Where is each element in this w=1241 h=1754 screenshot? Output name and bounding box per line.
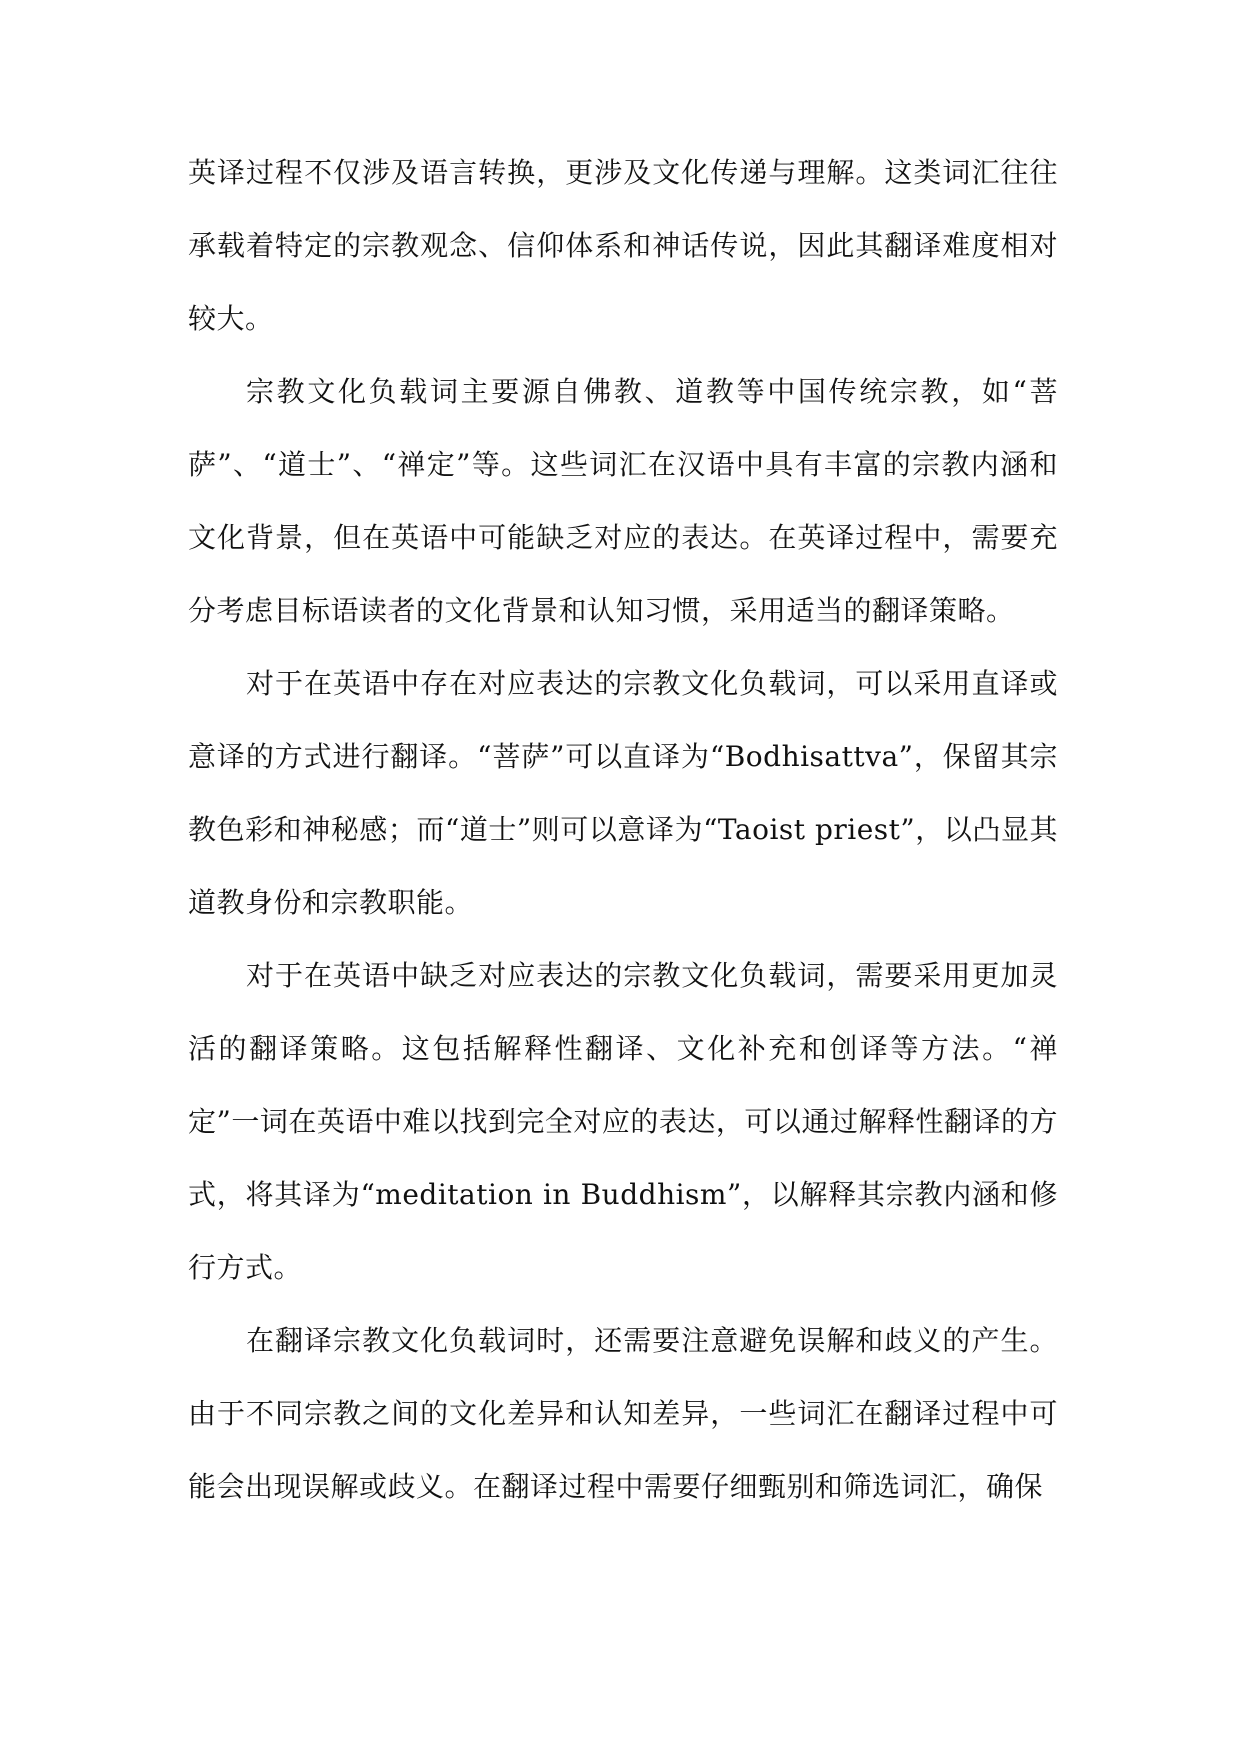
document-page — [188, 136, 1058, 1523]
paragraph-5: 在翻译宗教文化负载词时，还需要注意避免误解和歧义的产生。由于不同宗教之间的文化差异和认知差异，一些词汇在翻译过程中可能会出现误解或歧义。在翻译过程中需要仔细甄别和筛选词汇，确保 — [188, 1324, 1058, 1503]
paragraph-3: 对于在英语中存在对应表达的宗教文化负载词，可以采用直译或意译的方式进行翻译。“菩萨”可以直译为“Bodhisattva”，保留其宗教色彩和神秘感；而“道士”则可以意译为“Taoist priest”，以凸显其道教身份和宗教职能。 — [188, 667, 1058, 919]
paragraph-4: 对于在英语中缺乏对应表达的宗教文化负载词，需要采用更加灵活的翻译策略。这包括解释性翻译、文化补充和创译等方法。“禅定”一词在英语中难以找到完全对应的表达，可以通过解释性翻译的方式，将其译为“meditation in Buddhism”，以解释其宗教内涵和修行方式。 — [188, 959, 1058, 1284]
paragraph-2: 宗教文化负载词主要源自佛教、道教等中国传统宗教，如“菩萨”、“道士”、“禅定”等。这些词汇在汉语中具有丰富的宗教内涵和文化背景，但在英语中可能缺乏对应的表达。在英译过程中，需要充分考虑目标语读者的文化背景和认知习惯，采用适当的翻译策略。 — [188, 375, 1058, 627]
paragraph-1: 英译过程不仅涉及语言转换，更涉及文化传递与理解。这类词汇往往承载着特定的宗教观念、信仰体系和神话传说，因此其翻译难度相对较大。 — [188, 156, 1058, 335]
